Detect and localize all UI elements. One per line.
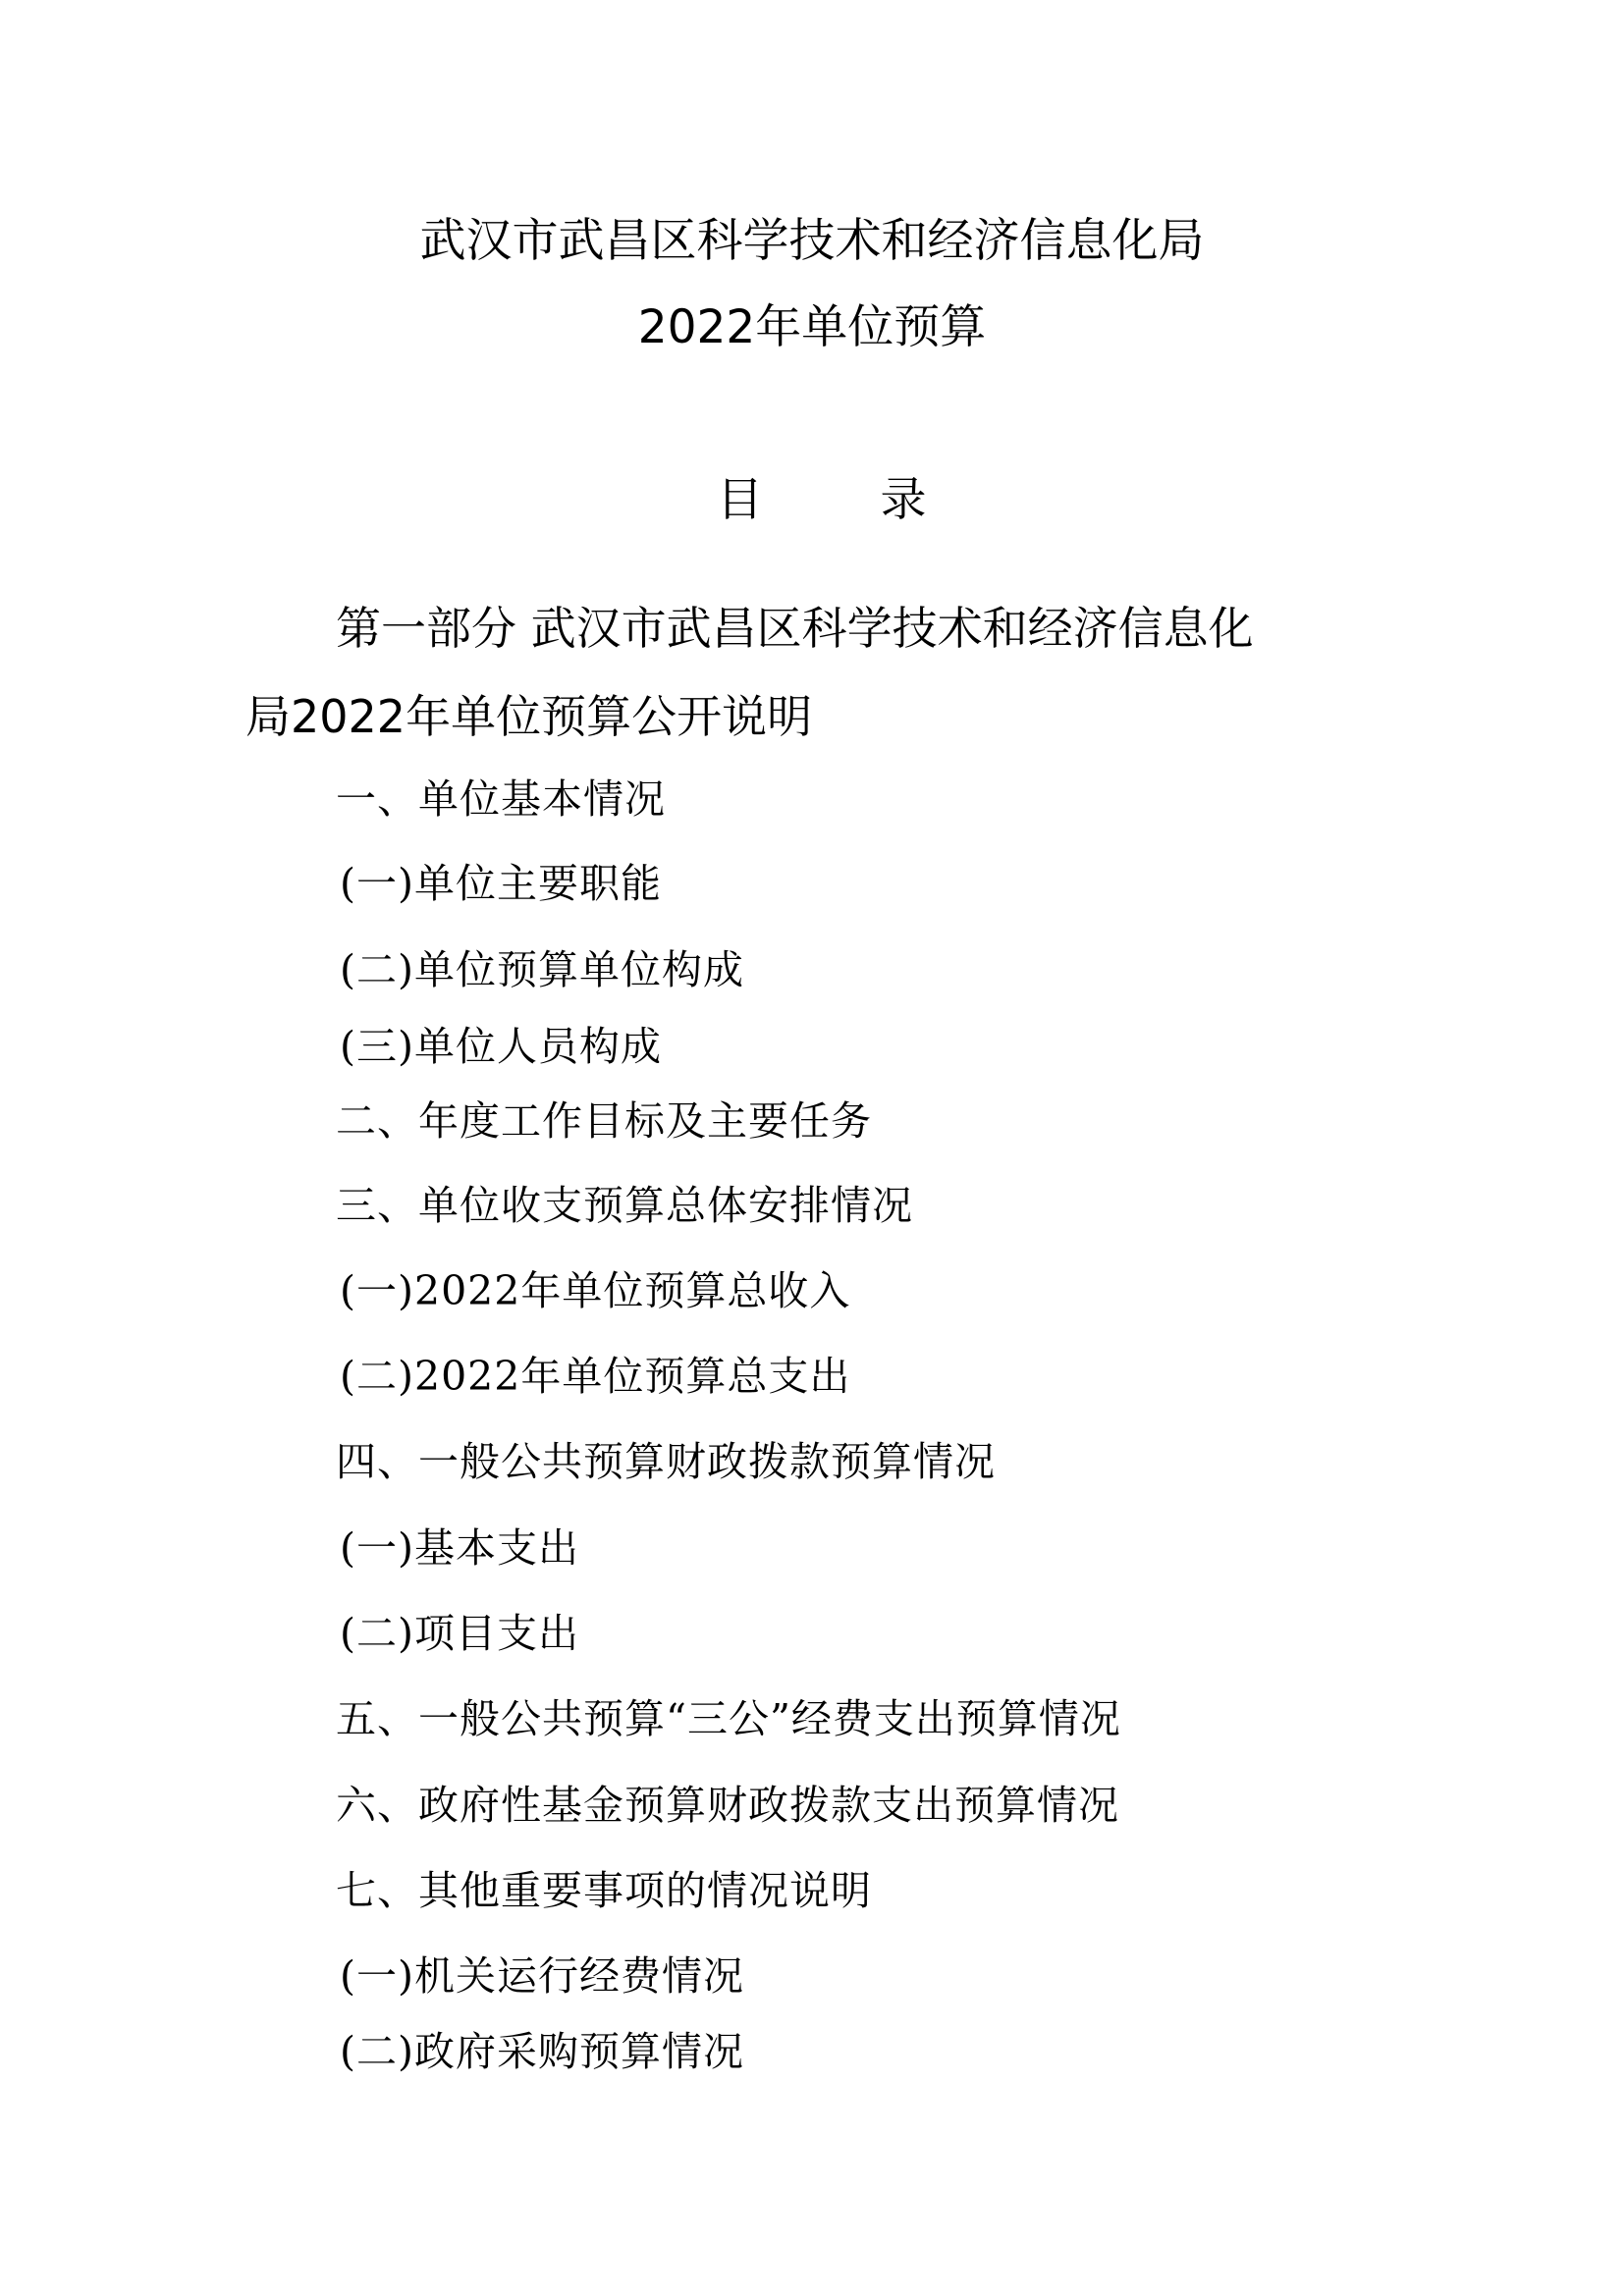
toc-item: 二、年度工作目标及主要任务: [336, 1097, 872, 1145]
toc-item: (一)单位主要职能: [340, 860, 662, 907]
toc-item: (二)2022年单位预算总支出: [340, 1353, 851, 1400]
toc-item: (一)机关运行经费情况: [340, 1952, 744, 2000]
part-1-title-line-1: 第一部分 武汉市武昌区科学技术和经济信息化: [336, 602, 1254, 655]
toc-item: (二)单位预算单位构成: [340, 946, 744, 993]
document-title-line-1: 武汉市武昌区科学技术和经济信息化局: [419, 214, 1205, 268]
document-title-line-2: 2022年单位预算: [637, 300, 987, 354]
toc-item: 四、一般公共预算财政拨款预算情况: [336, 1438, 996, 1485]
part-1-title-line-2: 局2022年单位预算公开说明: [245, 690, 813, 743]
toc-item: (一)基本支出: [340, 1524, 579, 1572]
toc-item: 六、政府性基金预算财政拨款支出预算情况: [336, 1782, 1119, 1829]
toc-item: (二)政府采购预算情况: [340, 2028, 744, 2075]
toc-item: (三)单位人员构成: [340, 1023, 662, 1070]
toc-item: 五、一般公共预算“三公”经费支出预算情况: [336, 1695, 1121, 1742]
toc-heading: 目 录: [717, 473, 927, 527]
toc-item: (一)2022年单位预算总收入: [340, 1267, 851, 1314]
toc-item: 七、其他重要事项的情况说明: [336, 1867, 872, 1914]
toc-item: 三、单位收支预算总体安排情况: [336, 1182, 913, 1229]
toc-item: (二)项目支出: [340, 1610, 579, 1657]
toc-item: 一、单位基本情况: [336, 775, 666, 823]
